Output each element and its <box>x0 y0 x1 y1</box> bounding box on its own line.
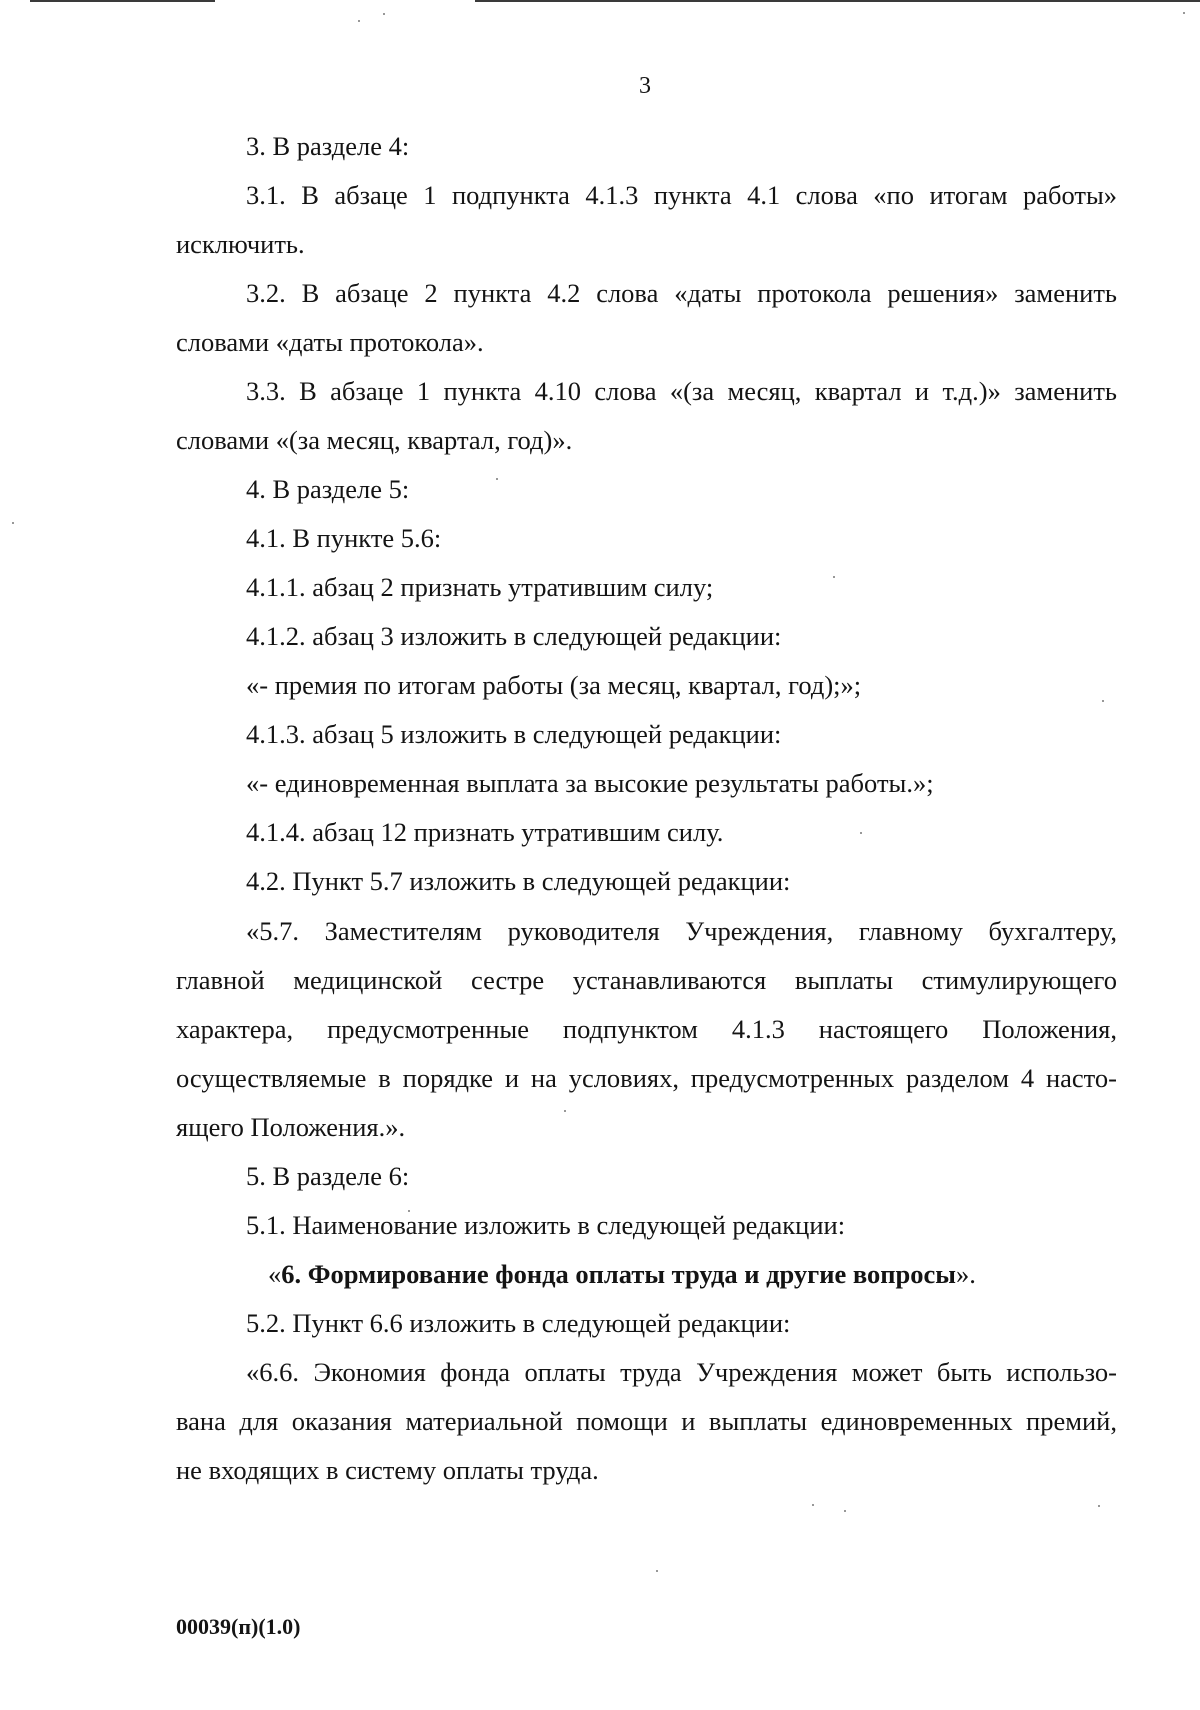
paragraph-line: 4.2. Пункт 5.7 изложить в следующей редакции: <box>246 866 791 896</box>
paragraph-line: 3.1. В абзаце 1 подпункта 4.1.3 пункта 4.1 слова «по итогам работы» <box>246 180 1117 210</box>
scan-speck <box>1102 700 1104 702</box>
paragraph-line: главной медицинской сестре устанавливаются выплаты стимулирующего <box>176 965 1117 995</box>
scan-speck <box>383 13 385 15</box>
paragraph-line: характера, предусмотренные подпунктом 4.1.3 настоящего Положения, <box>176 1014 1117 1044</box>
section-heading-line <box>268 1258 976 1290</box>
scan-speck <box>358 20 360 22</box>
paragraph-line: не входящих в систему оплаты труда. <box>176 1455 599 1485</box>
paragraph-line: ящего Положения.». <box>176 1112 406 1142</box>
scan-speck <box>1098 1505 1100 1507</box>
top-edge-gap-middle <box>215 0 475 3</box>
page-number: 3 <box>639 73 651 99</box>
paragraph-line: «- единовременная выплата за высокие результаты работы.»; <box>246 768 934 798</box>
scan-speck <box>812 1504 814 1506</box>
scan-speck <box>860 832 862 834</box>
scan-speck <box>1183 12 1185 14</box>
paragraph-line: 4.1.2. абзац 3 изложить в следующей редакции: <box>246 621 782 651</box>
paragraph-line: 3.3. В абзаце 1 пункта 4.10 слова «(за месяц, квартал и т.д.)» заменить <box>246 376 1117 406</box>
paragraph-line: 3. В разделе 4: <box>246 131 410 161</box>
paragraph-line: 5.1. Наименование изложить в следующей редакции: <box>246 1210 846 1240</box>
paragraph-line: «5.7. Заместителям руководителя Учреждения, главному бухгалтеру, <box>246 916 1117 946</box>
section-heading: 6. Формирование фонда оплаты труда и другие вопросы <box>281 1259 956 1289</box>
paragraph-line: 4. В разделе 5: <box>246 474 410 504</box>
paragraph-line: 4.1.3. абзац 5 изложить в следующей редакции: <box>246 719 782 749</box>
scan-speck <box>656 1570 658 1572</box>
top-scan-edge <box>0 0 1200 2</box>
heading-open-quote: « <box>268 1259 282 1289</box>
paragraph-line: 5.2. Пункт 6.6 изложить в следующей редакции: <box>246 1308 791 1338</box>
paragraph-line: словами «(за месяц, квартал, год)». <box>176 425 573 455</box>
paragraph-line: 4.1.1. абзац 2 признать утратившим силу; <box>246 572 714 602</box>
paragraph-line: 3.2. В абзаце 2 пункта 4.2 слова «даты протокола решения» заменить <box>246 278 1117 308</box>
scan-speck <box>833 576 835 578</box>
scan-speck <box>564 1110 566 1112</box>
paragraph-line: «6.6. Экономия фонда оплаты труда Учреждения может быть использо- <box>246 1357 1117 1387</box>
paragraph-line: 4.1.4. абзац 12 признать утратившим силу. <box>246 817 724 847</box>
top-edge-gap-left <box>0 0 30 3</box>
scan-speck <box>496 478 498 480</box>
paragraph-line: 5. В разделе 6: <box>246 1161 410 1191</box>
paragraph-line: исключить. <box>176 229 305 259</box>
paragraph-line: вана для оказания материальной помощи и выплаты единовременных премий, <box>176 1406 1117 1436</box>
paragraph-line: словами «даты протокола». <box>176 327 484 357</box>
heading-close-quote: ». <box>955 1259 976 1289</box>
paragraph-line: осуществляемые в порядке и на условиях, предусмотренных разделом 4 насто- <box>176 1063 1117 1093</box>
scan-speck <box>12 522 14 524</box>
scan-speck <box>844 1510 846 1512</box>
paragraph-line: 4.1. В пункте 5.6: <box>246 523 442 553</box>
document-code: 00039(п)(1.0) <box>176 1614 301 1639</box>
paragraph-line: «- премия по итогам работы (за месяц, квартал, год);»; <box>246 670 862 700</box>
